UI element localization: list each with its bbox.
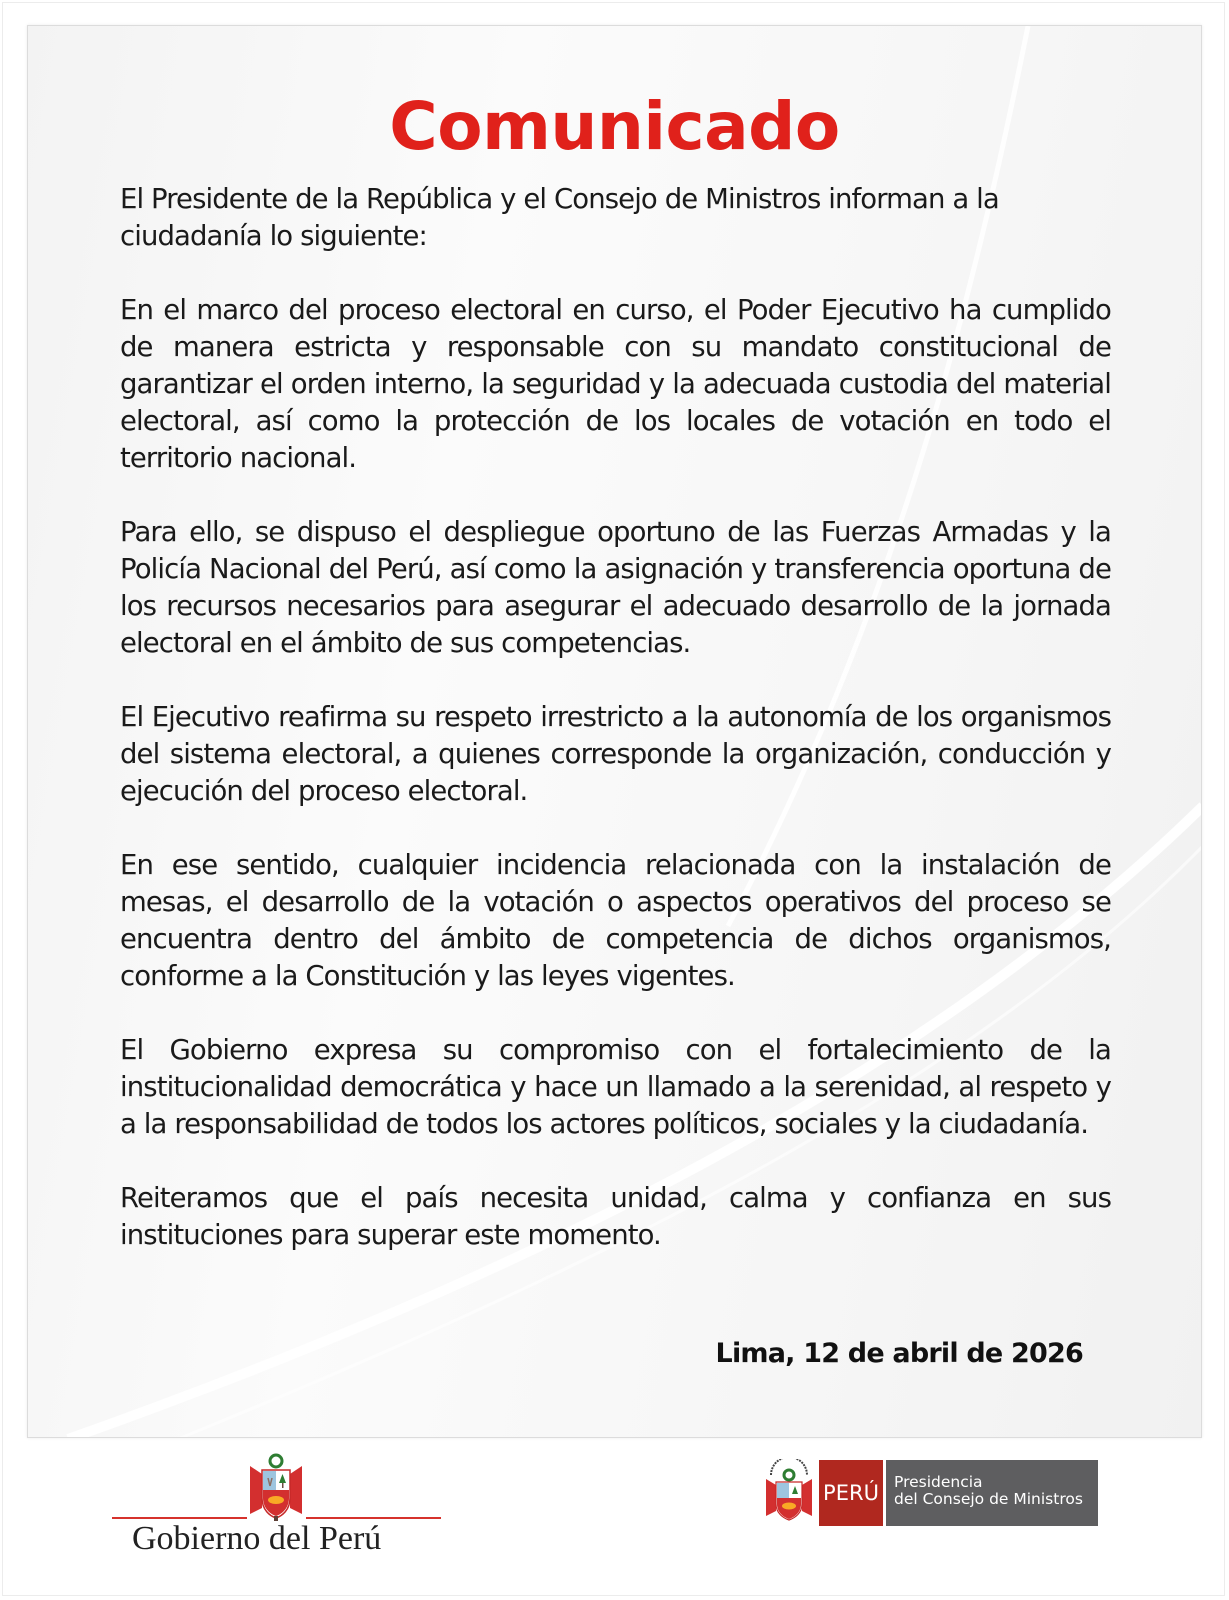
pcm-logo (765, 1455, 1105, 1527)
paragraph: En ese sentido, cualquier incidencia relacionada con la instalación de mesas, el desarrollo de la votación o aspectos operativos del proceso se encuentra dentro del ámbito de competencia de dichos organismos, conforme a la Constitución y las leyes vigentes. (120, 849, 1111, 992)
communique-body (120, 181, 1111, 1291)
page-title: Comunicado (389, 88, 840, 165)
paragraph: En el marco del proceso electoral en curso, el Poder Ejecutivo ha cumplido de manera estricta y responsable con su mandato constitucional de garantizar el orden interno, la seguridad y la adecuada custodia del material electoral, así como la protección de los locales de votación en todo el territorio nacional. (120, 294, 1111, 474)
peru-label-box: PERÚ (819, 1460, 883, 1526)
paragraph: Para ello, se dispuso el despliegue oportuno de las Fuerzas Armadas y la Policía Nacional del Perú, así como la asignación y transferencia oportuna de los recursos necesarios para asegurar el adecuado desarrollo de la jornada electoral en el ámbito de sus competencias. (120, 516, 1111, 659)
logo-divider-right (306, 1517, 441, 1519)
communique-card (27, 25, 1202, 1438)
pcm-name-line2: del Consejo de Ministros (894, 1490, 1083, 1508)
logo-divider-left (112, 1517, 247, 1519)
paragraph: Reiteramos que el país necesita unidad, calma y confianza en sus instituciones para superar este momento. (120, 1182, 1111, 1251)
place-and-date: Lima, 12 de abril de 2026 (715, 1338, 1083, 1369)
coat-of-arms-icon (765, 1459, 813, 1521)
paragraph: El Ejecutivo reafirma su respeto irrestricto a la autonomía de los organismos del sistema electoral, a quienes corresponde la organización, conducción y ejecución del proceso electoral. (120, 701, 1111, 807)
gobierno-del-peru-logo (110, 1440, 440, 1557)
pcm-name-line1: Presidencia (894, 1473, 983, 1491)
pcm-name-box (886, 1460, 1098, 1526)
intro-paragraph: El Presidente de la República y el Consejo de Ministros informan a la ciudadanía lo siguiente: (120, 183, 999, 252)
gobierno-del-peru-text: Gobierno del Perú (132, 1520, 382, 1557)
coat-of-arms-icon (248, 1452, 304, 1522)
paragraph: El Gobierno expresa su compromiso con el fortalecimiento de la institucionalidad democrática y hace un llamado a la serenidad, al respeto y a la responsabilidad de todos los actores políticos, sociales y la ciudadanía. (120, 1034, 1111, 1140)
